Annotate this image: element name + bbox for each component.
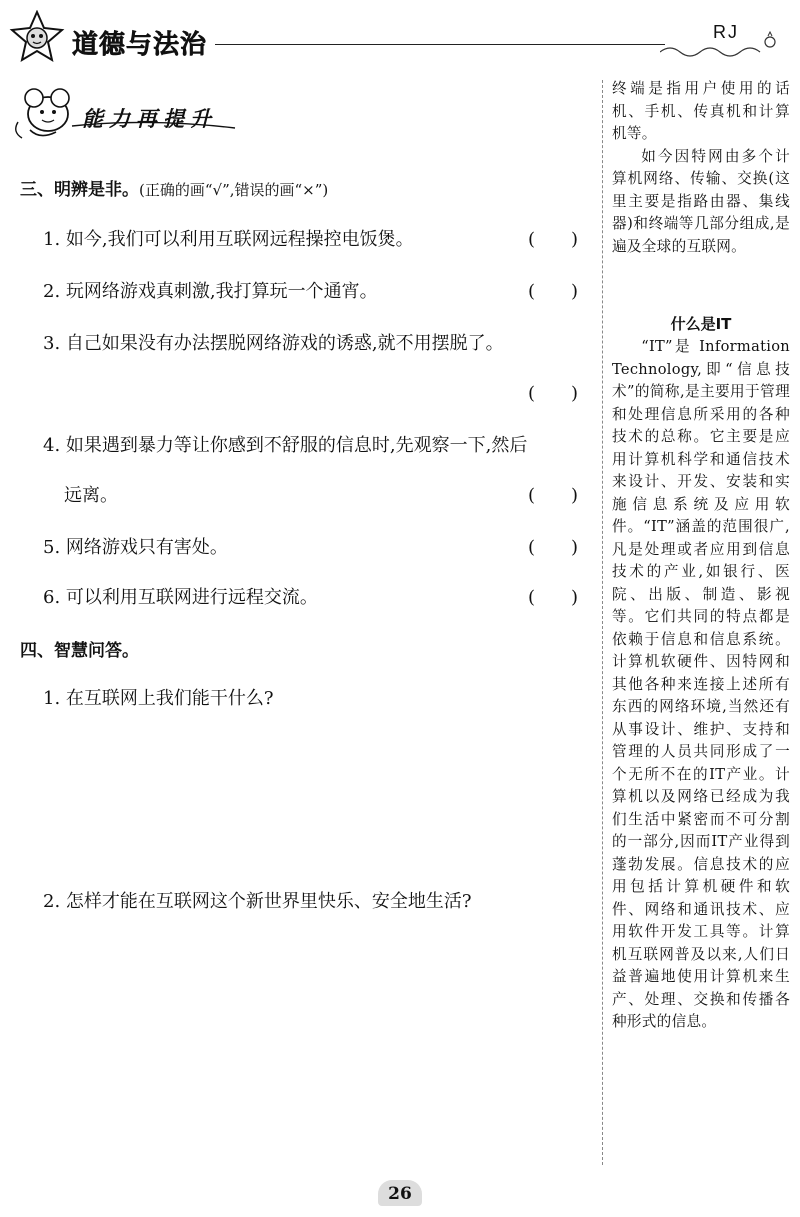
section4-title: 四、智慧问答。 (20, 641, 139, 661)
section3-instruction: (正确的画“√”,错误的画“×”) (139, 181, 329, 199)
judge-item-2: 2. 玩网络游戏真刺激,我打算玩一个通宵。 (43, 281, 378, 302)
section3-heading (20, 175, 328, 200)
subject-title: 道德与法治 (72, 30, 208, 60)
judge-item-6: 6. 可以利用互联网进行远程交流。 (43, 587, 318, 608)
sidebar-paragraph-2: 如今因特网由多个计算机网络、传输、交换(这里主要是指路由器、集线器)和终端等几部分组成,是遍及全球的互联网。 (612, 147, 790, 255)
sidebar-divider (602, 80, 603, 1165)
section-banner-title: 能力再提升 (82, 106, 217, 131)
page-number: 26 (388, 1184, 412, 1204)
answer-blank-6[interactable]: ( ) (528, 587, 579, 608)
answer-blank-5[interactable]: ( ) (528, 537, 579, 558)
mascot-icon (8, 10, 66, 66)
sidebar-title: 什么是IT (670, 315, 732, 333)
question-item-1: 1. 在互联网上我们能干什么? (43, 688, 274, 709)
header-rule (215, 44, 665, 45)
answer-blank-2[interactable]: ( ) (528, 281, 579, 302)
judge-item-3: 3. 自己如果没有办法摆脱网络游戏的诱惑,就不用摆脱了。 (43, 333, 504, 354)
answer-blank-4[interactable]: ( ) (528, 485, 579, 506)
sidebar-text-top (612, 78, 790, 258)
question-item-2: 2. 怎样才能在互联网这个新世界里快乐、安全地生活? (43, 891, 472, 912)
edition-label: RJ (713, 22, 739, 42)
sidebar-text-body (612, 336, 790, 1034)
judge-item-4-continued: 远离。 (64, 485, 118, 506)
sidebar-paragraph-3: “IT”是 Information Technology,即“信息技术”的简称,是主要用于管理和处理信息所采用的各种技术的总称。它主要是应用计算机科学和通信技术来设计、开发、安装和实施信息系统及应用软件。“IT”涵盖的范围很广,凡是处理或者应用到信息技术的产业,如银行、医院、出版、制造、影视等。它们共同的特点都是依赖于信息和信息系统。计算机软硬件、因特网和其他各种来连接上述所有东西的网络环境,当然还有从事设计、维护、支持和管理的人员共同形成了一个无所不在的IT产业。计算机以及网络已经成为我们生活中紧密而不可分割的一部分,因而IT产业得到蓬勃发展。信息技术的应用包括计算机硬件和软件、网络和通讯技术、应用软件开发工具等。计算机互联网普及以来,人们日益普遍地使用计算机来生产、处理、交换和传播各种形式的信息。 (612, 338, 790, 1030)
answer-blank-3[interactable]: ( ) (528, 383, 579, 404)
page-header (0, 0, 800, 70)
judge-item-4: 4. 如果遇到暴力等让你感到不舒服的信息时,先观察一下,然后 (43, 435, 528, 456)
judge-item-5: 5. 网络游戏只有害处。 (43, 537, 228, 558)
section3-title: 三、明辨是非。 (20, 180, 139, 200)
answer-blank-1[interactable]: ( ) (528, 229, 579, 250)
sidebar-paragraph-1: 终端是指用户使用的话机、手机、传真机和计算机等。 (612, 80, 790, 142)
judge-item-1: 1. 如今,我们可以利用互联网远程操控电饭煲。 (43, 229, 414, 250)
